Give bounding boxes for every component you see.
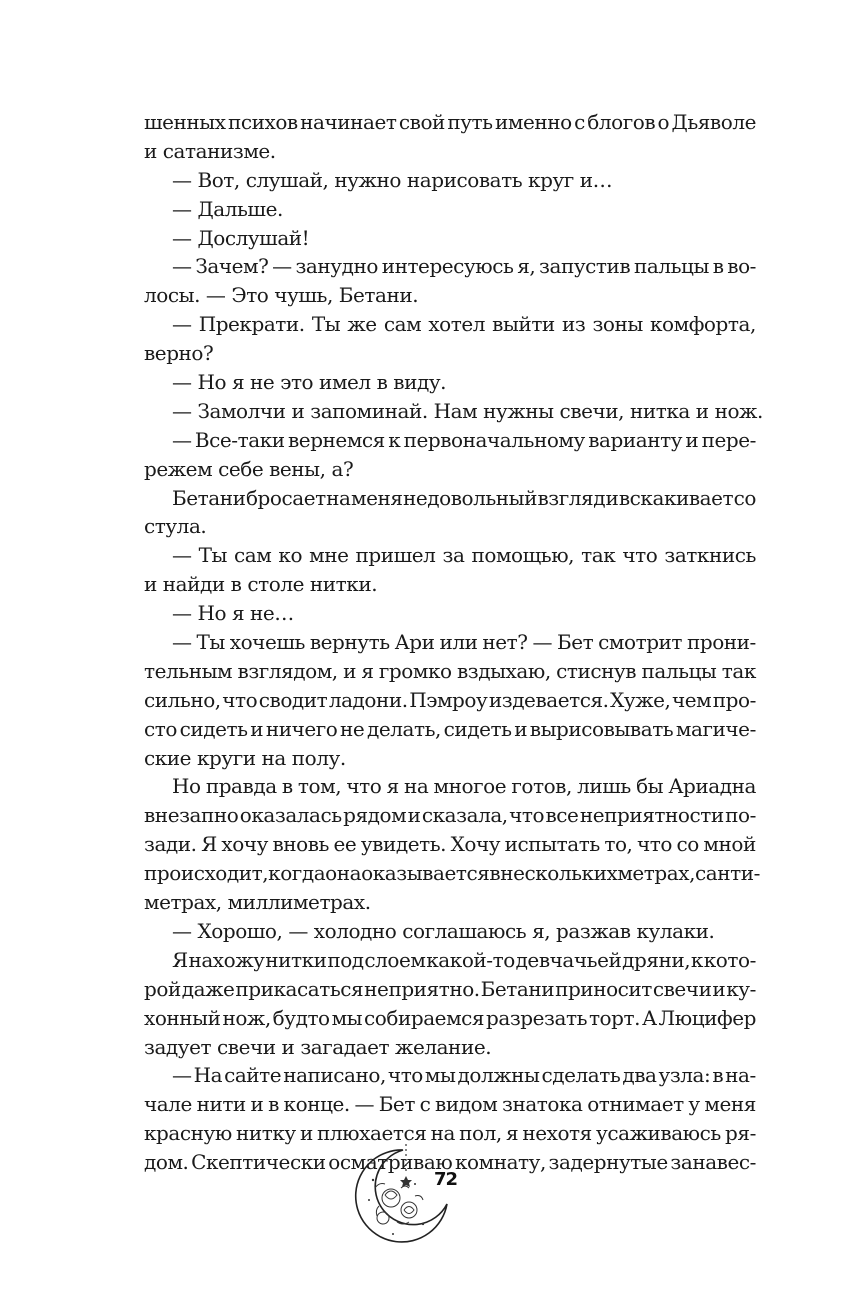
word: пол, — [459, 1121, 502, 1146]
word: свечи — [652, 976, 712, 1001]
word: вернуть — [309, 630, 390, 655]
word: — — [172, 543, 192, 568]
word: блогов — [587, 110, 656, 134]
word: и — [712, 976, 726, 1001]
word: А — [641, 1005, 657, 1030]
word: конце. — [283, 1092, 350, 1117]
word: то, — [604, 832, 633, 857]
word: На — [193, 1063, 223, 1088]
word: сайте — [224, 1063, 282, 1088]
text-line: — Вот, слушай, нужно нарисовать круг и… — [172, 167, 613, 192]
word: — — [172, 312, 192, 337]
text-line — [144, 686, 756, 715]
word: ничего — [265, 716, 338, 741]
text-line — [144, 628, 756, 657]
word: меня — [704, 1092, 756, 1117]
text-line — [144, 859, 760, 888]
word: сказала, — [421, 803, 508, 828]
word: бросает — [245, 485, 326, 510]
word: — — [172, 1063, 192, 1088]
text-line — [144, 1090, 756, 1119]
text-line: стула. — [144, 514, 207, 539]
text-line: лосы. — Это чушь, Бетани. — [144, 283, 419, 308]
page-number: 72 — [434, 1169, 458, 1190]
text-line: ские круги на полу. — [144, 745, 346, 770]
word: что — [509, 803, 545, 828]
word: чале — [144, 1092, 192, 1117]
word: во- — [727, 254, 756, 279]
word: и — [685, 427, 699, 452]
word: в — [712, 1063, 724, 1088]
word: путь — [447, 110, 493, 134]
word: вновь — [272, 832, 329, 857]
word: стиснув — [556, 658, 637, 683]
word: готов, — [511, 774, 572, 799]
word: магиче- — [675, 716, 756, 741]
text-line: метрах, миллиметрах. — [144, 890, 371, 915]
word: нитки — [265, 947, 327, 972]
word: Хочу — [450, 832, 501, 857]
word: сам — [234, 543, 272, 568]
word: сидеть — [443, 716, 512, 741]
word: хонный — [144, 1005, 221, 1030]
word: комфорта, — [649, 312, 756, 337]
body-text — [144, 108, 763, 1177]
word: Дьяволе — [671, 110, 756, 134]
word: и — [605, 485, 619, 510]
word: Ари — [394, 630, 435, 655]
word: собираемся — [364, 1005, 485, 1030]
text-line: — Дослушай! — [172, 225, 310, 250]
word: заткнись — [664, 543, 756, 568]
word: должны — [457, 1063, 540, 1088]
word: взгляд — [537, 485, 606, 510]
word: о — [657, 110, 670, 134]
word: я, — [517, 254, 536, 279]
word: Все-таки — [194, 427, 285, 452]
word: делать, — [366, 716, 441, 741]
word: в — [268, 1092, 279, 1117]
text-line — [144, 541, 756, 570]
text-line — [144, 426, 756, 455]
word: — — [354, 1092, 375, 1117]
word: что — [346, 774, 382, 799]
word: по- — [725, 803, 756, 828]
text-line — [144, 715, 756, 744]
word: Бетани — [172, 485, 246, 510]
word: правда — [205, 774, 277, 799]
word: прикасаться — [235, 976, 364, 1001]
text-line — [144, 108, 756, 137]
word: ря- — [725, 1121, 756, 1146]
word: — — [532, 630, 553, 655]
word: хочу — [221, 832, 268, 857]
word: громко — [378, 658, 452, 683]
text-line — [144, 484, 756, 513]
word: и — [407, 803, 421, 828]
text-line — [144, 801, 756, 830]
word: на- — [725, 1063, 756, 1088]
word: не — [340, 716, 365, 741]
word: с — [574, 110, 585, 134]
word: рой — [144, 976, 181, 1001]
word: Прекрати. — [198, 312, 305, 337]
word: сто — [144, 716, 177, 741]
word: Ты — [198, 543, 227, 568]
word: хотел — [428, 312, 486, 337]
text-line — [144, 1061, 756, 1090]
word: какой-то — [426, 947, 515, 972]
word: знатока — [501, 1092, 583, 1117]
word: Ариадна — [668, 774, 756, 799]
word: усаживаюсь — [596, 1121, 721, 1146]
word: так — [581, 543, 616, 568]
word: же — [347, 312, 377, 337]
word: запустив — [539, 254, 631, 279]
word: в — [712, 254, 724, 279]
word: на — [326, 485, 351, 510]
word: плюхается — [317, 1121, 427, 1146]
word: — — [272, 254, 292, 279]
word: происходит, — [144, 861, 269, 886]
word: девчачьей — [515, 947, 622, 972]
word: мной — [703, 832, 756, 857]
word: лишь — [577, 774, 631, 799]
word: я — [361, 658, 374, 683]
text-line — [144, 310, 756, 339]
word: мне — [309, 543, 349, 568]
word: я — [386, 774, 399, 799]
word: задернутые — [548, 1150, 668, 1175]
word: увидеть. — [360, 832, 447, 857]
word: — — [172, 254, 192, 279]
word: дряни, — [622, 947, 691, 972]
word: ко — [278, 543, 303, 568]
word: хочешь — [229, 630, 305, 655]
word: на — [403, 774, 429, 799]
word: испытать — [504, 832, 600, 857]
word: из — [561, 312, 586, 337]
word: неприятно. — [364, 976, 480, 1001]
word: шенных — [144, 110, 226, 134]
word: нитку — [236, 1121, 296, 1146]
word: Пэмроу — [409, 687, 488, 712]
word: будто — [272, 1005, 330, 1030]
word: нахожу — [188, 947, 265, 972]
word: метрах, — [617, 861, 695, 886]
word: рядом — [343, 803, 407, 828]
word: так — [721, 658, 756, 683]
word: что — [622, 543, 658, 568]
word: в — [281, 774, 293, 799]
word: пальцы — [633, 254, 709, 279]
word: два — [622, 1063, 657, 1088]
word: интересуюсь — [381, 254, 514, 279]
word: за — [442, 543, 465, 568]
word: нити — [196, 1092, 246, 1117]
text-line: — Дальше. — [172, 196, 283, 221]
word: пальцы — [641, 658, 717, 683]
word: нескольких — [500, 861, 618, 886]
word: и — [343, 658, 356, 683]
text-line: — Но я не… — [172, 601, 294, 626]
word: неприятности — [579, 803, 724, 828]
word: что — [387, 1063, 423, 1088]
word: помощью, — [471, 543, 575, 568]
word: вернемся — [288, 427, 385, 452]
word: нехотя — [522, 1121, 592, 1146]
text-line: и найди в столе нитки. — [144, 572, 378, 597]
word: к — [690, 947, 703, 972]
word: у — [688, 1092, 700, 1117]
word: все — [545, 803, 579, 828]
word: свой — [398, 110, 445, 134]
word: она — [325, 861, 362, 886]
word: Хуже, — [610, 687, 671, 712]
word: даже — [181, 976, 235, 1001]
word: занавес- — [670, 1150, 756, 1175]
word: сильно, — [144, 687, 221, 712]
word: ладони. — [328, 687, 408, 712]
word: комнату, — [454, 1150, 546, 1175]
word: что — [637, 832, 672, 857]
word: тельным — [144, 658, 233, 683]
word: вздыхаю, — [456, 658, 551, 683]
text-line: и сатанизме. — [144, 138, 276, 163]
text-line: верно? — [144, 341, 214, 366]
word: пришел — [355, 543, 436, 568]
word: и — [514, 716, 528, 741]
text-line — [144, 975, 756, 1004]
word: бы — [636, 774, 664, 799]
word: мы — [331, 1005, 363, 1030]
text-line: — Но я не это имел в виду. — [172, 370, 447, 395]
word: начинает — [300, 110, 397, 134]
word: и — [250, 1092, 264, 1117]
word: зади. — [144, 832, 197, 857]
text-line: режем себе вены, а? — [144, 456, 354, 481]
word: вскакивает — [618, 485, 734, 510]
text-line — [144, 1004, 756, 1033]
word: к — [388, 427, 401, 452]
word: взглядом, — [237, 658, 338, 683]
word: что — [222, 687, 258, 712]
word: пере- — [701, 427, 756, 452]
word: с — [419, 1092, 431, 1117]
word: в — [489, 861, 501, 886]
word: издевается. — [488, 687, 609, 712]
word: я — [505, 1121, 519, 1146]
word: первоначальному — [403, 427, 585, 452]
folio — [353, 1140, 471, 1250]
word: видом — [435, 1092, 498, 1117]
word: Я — [172, 947, 188, 972]
word: оказалась — [239, 803, 342, 828]
word: про- — [712, 687, 756, 712]
word: — — [172, 630, 192, 655]
word: том, — [297, 774, 342, 799]
word: слоем — [364, 947, 426, 972]
word: выйти — [492, 312, 555, 337]
text-line — [144, 252, 756, 281]
word: красную — [144, 1121, 232, 1146]
word: смотрит — [598, 630, 683, 655]
word: варианту — [588, 427, 683, 452]
word: прони- — [686, 630, 756, 655]
word: торт. — [588, 1005, 641, 1030]
word: разрезать — [486, 1005, 588, 1030]
word: сводит — [258, 687, 328, 712]
text-line — [144, 657, 756, 686]
word: психов — [227, 110, 298, 134]
word: Но — [172, 774, 201, 799]
word: отнимает — [587, 1092, 684, 1117]
word: санти- — [694, 861, 760, 886]
word: сам — [383, 312, 422, 337]
text-line — [144, 772, 756, 801]
word: на — [430, 1121, 455, 1146]
word: осматриваю — [328, 1150, 453, 1175]
word: чем — [671, 687, 712, 712]
word: Ты — [311, 312, 341, 337]
word: ку- — [726, 976, 756, 1001]
word: Бет — [556, 630, 594, 655]
word: недовольный — [402, 485, 538, 510]
word: — — [172, 427, 192, 452]
word: и — [250, 716, 264, 741]
word: мы — [424, 1063, 456, 1088]
text-line — [144, 830, 756, 859]
word: нож, — [222, 1005, 271, 1030]
word: внезапно — [144, 803, 239, 828]
word: вырисовывать — [529, 716, 674, 741]
text-line: — Замолчи и запоминай. Нам нужны свечи, нитка и нож. — [172, 398, 763, 423]
word: Скептически — [191, 1150, 326, 1175]
word: многое — [433, 774, 507, 799]
word: приносит — [555, 976, 652, 1001]
word: написано, — [283, 1063, 386, 1088]
text-line: — Хорошо, — холодно соглашаюсь я, разжав кулаки. — [172, 918, 715, 943]
word: когда — [268, 861, 326, 886]
word: Зачем? — [195, 254, 269, 279]
word: сидеть — [179, 716, 248, 741]
word: Я — [201, 832, 217, 857]
word: со — [733, 485, 756, 510]
word: кото- — [703, 947, 756, 972]
word: под — [327, 947, 364, 972]
word: сделать — [541, 1063, 621, 1088]
word: или — [439, 630, 478, 655]
word: Бет — [378, 1092, 415, 1117]
word: и — [299, 1121, 313, 1146]
moon-ornament-icon — [353, 1140, 471, 1250]
word: дом. — [144, 1150, 189, 1175]
word: меня — [350, 485, 403, 510]
text-line — [144, 946, 756, 975]
word: оказывается — [361, 861, 490, 886]
word: нет? — [482, 630, 528, 655]
word: именно — [494, 110, 572, 134]
word: Бетани — [480, 976, 555, 1001]
word: зоны — [592, 312, 643, 337]
word: Ты — [196, 630, 225, 655]
word: занудно — [295, 254, 378, 279]
word: ее — [333, 832, 357, 857]
text-line: задует свечи и загадает желание. — [144, 1034, 492, 1059]
word: Люцифер — [658, 1005, 756, 1030]
word: узла: — [658, 1063, 711, 1088]
word: со — [676, 832, 699, 857]
